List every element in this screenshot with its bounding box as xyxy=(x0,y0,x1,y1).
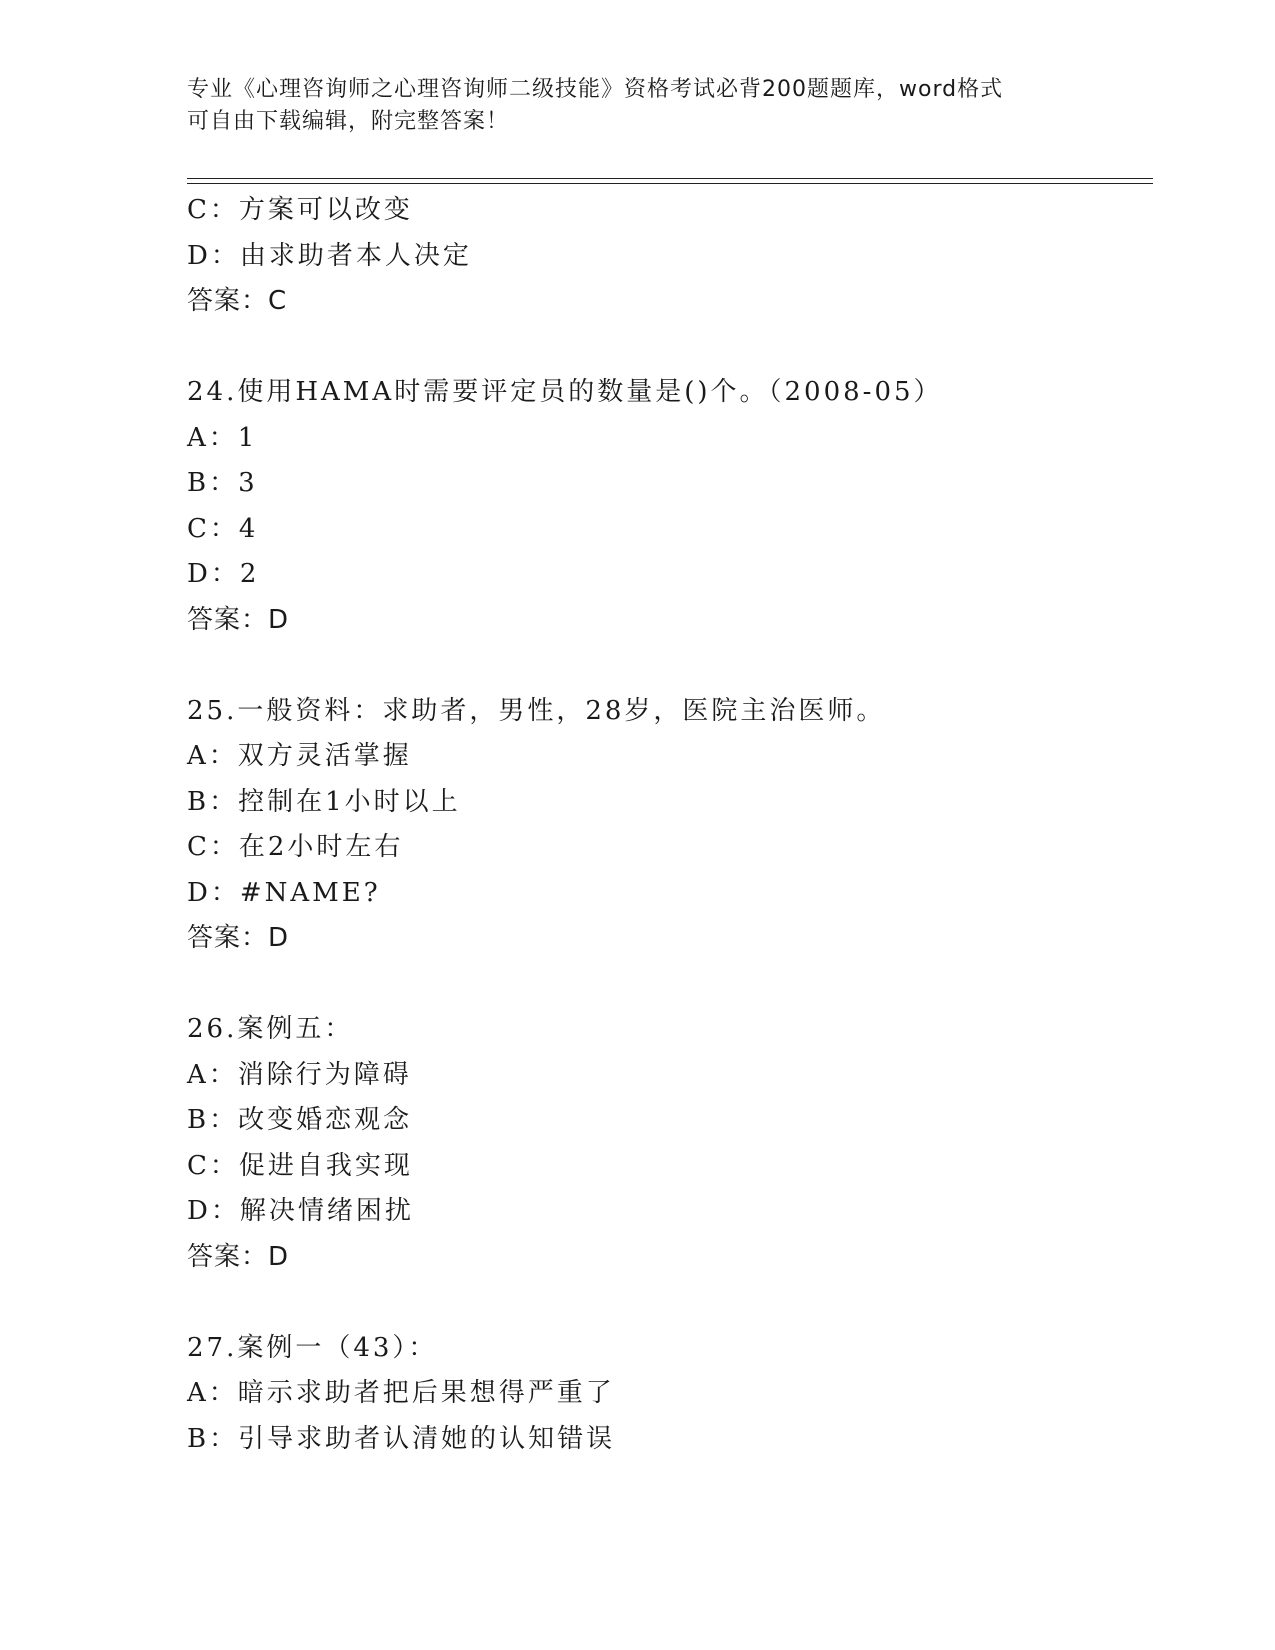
spacer xyxy=(187,643,1147,689)
question-stem: 24.使用HAMA时需要评定员的数量是()个。（2008-05） xyxy=(187,377,943,407)
option-d: D：2 xyxy=(187,559,260,589)
answer-line: 答案：D xyxy=(187,1241,290,1272)
option-d: D：解决情绪困扰 xyxy=(187,1196,414,1226)
answer-line: 答案：D xyxy=(187,604,290,635)
question-stem: 26.案例五： xyxy=(187,1014,354,1044)
option-b: B：改变婚恋观念 xyxy=(187,1105,413,1135)
option-a: A：消除行为障碍 xyxy=(187,1059,412,1090)
spacer xyxy=(187,962,1147,1008)
document-header xyxy=(187,74,1067,138)
header-line-2: 可自由下载编辑，附完整答案！ xyxy=(187,109,510,134)
option-d: D：#NAME? xyxy=(187,877,381,908)
spacer xyxy=(187,1280,1147,1326)
spacer xyxy=(187,325,1147,371)
option-c: C：方案可以改变 xyxy=(187,195,413,225)
answer-line: 答案：D xyxy=(187,923,290,953)
option-a: A：1 xyxy=(187,422,258,453)
option-b: B：控制在1小时以上 xyxy=(187,786,461,817)
option-b: B：3 xyxy=(187,468,258,498)
option-b: B：引导求助者认清她的认知错误 xyxy=(187,1423,616,1454)
option-c: C：在2小时左右 xyxy=(187,832,404,862)
option-a: A：暗示求助者把后果想得严重了 xyxy=(187,1378,615,1408)
option-a: A：双方灵活掌握 xyxy=(187,741,412,771)
question-stem: 25.一般资料：求助者，男性，28岁，医院主治医师。 xyxy=(187,695,886,726)
question-stem: 27.案例一（43）： xyxy=(187,1332,438,1363)
question-list xyxy=(187,188,1147,1462)
header-divider-bottom xyxy=(187,183,1153,184)
option-c: C：促进自我实现 xyxy=(187,1150,413,1181)
header-divider-top xyxy=(187,178,1153,179)
option-c: C：4 xyxy=(187,513,259,544)
header-line-1: 专业《心理咨询师之心理咨询师二级技能》资格考试必背200题题库，word格式 xyxy=(187,77,1004,102)
option-d: D：由求助者本人决定 xyxy=(187,240,472,271)
answer-line: 答案：C xyxy=(187,286,288,316)
